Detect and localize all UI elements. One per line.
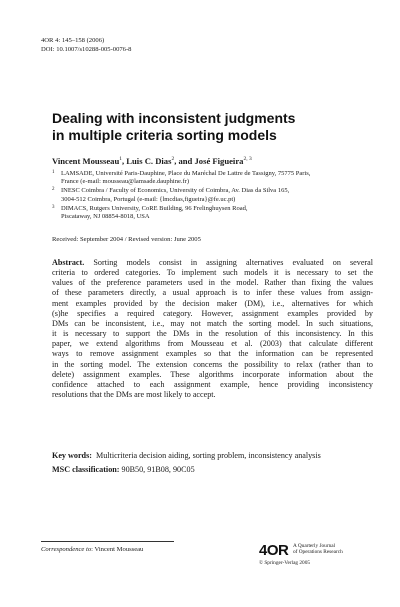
tagline-line-2: of Operations Research — [293, 549, 343, 555]
msc-codes: 90B50, 91B08, 90C05 — [121, 465, 195, 474]
keywords-label: Key words: — [52, 451, 92, 460]
abstract-line: (s)he specifies a required category. However, assignment examples provided by — [52, 308, 373, 318]
abstract-line: paper, we extend algorithms from Mousseau et al. (2003) that calculate different — [52, 339, 373, 349]
author-list — [52, 154, 372, 167]
affiliation-line: France (e-mail: mousseau@lamsade.dauphine.fr) — [61, 178, 189, 186]
publisher-block — [259, 543, 369, 573]
msc-classification — [52, 465, 195, 475]
affiliation-line: Piscataway, NJ 08854-8018, USA — [61, 213, 150, 221]
author-affiliation-mark: 2 — [171, 156, 175, 162]
tagline-line-1: A Quarterly Journal — [293, 543, 336, 549]
affiliation — [52, 187, 382, 203]
abstract-line: delete) assignment examples. These algorithms incorporate information about the — [52, 369, 373, 379]
author-separator: , — [122, 155, 127, 166]
received-dates: Received: September 2004 / Revised version: June 2005 — [52, 236, 201, 243]
author-separator: , and — [174, 155, 195, 166]
abstract — [52, 258, 373, 400]
paper-title — [52, 110, 372, 144]
correspondence-name: : Vincent Mousseau — [91, 546, 144, 553]
journal-logo: 4OR — [259, 542, 289, 559]
author-affiliation-mark: 2, 3 — [243, 156, 252, 162]
abstract-label: Abstract. — [52, 258, 85, 267]
footnote-rule — [41, 541, 174, 542]
affiliation-number: 3 — [52, 204, 55, 210]
copyright: © Springer-Verlag 2005 — [259, 560, 310, 566]
title-line-2: in multiple criteria sorting models — [52, 127, 277, 143]
affiliation-number: 2 — [52, 187, 55, 193]
journal-citation: 4OR 4: 145–158 (2006) — [41, 37, 105, 44]
affiliation-line: 3004-512 Coimbra, Portugal (e-mail: {lmcdias,figueira}@fe.uc.pt) — [61, 195, 236, 203]
affiliation — [52, 205, 382, 221]
abstract-line: resolutions that the DMs are most likely to accept. — [52, 390, 216, 400]
affiliation-number: 1 — [52, 170, 55, 175]
abstract-line: of these parameters directly, a usual approach is to infer these values from assign- — [52, 288, 373, 298]
affiliation-list — [52, 170, 382, 222]
keywords-text: Multicriteria decision aiding, sorting problem, inconsistency analysis — [96, 451, 321, 460]
author-affiliation-mark: 1 — [119, 156, 122, 162]
author-name: Vincent Mousseau — [52, 155, 120, 166]
abstract-line: DMs can be inconsistent, i.e., may not match the sorting model. In such situations, — [52, 318, 373, 328]
affiliation-line: DIMACS, Rutgers University, CoRE Building, 96 Frelinghuysen Road, — [61, 204, 248, 212]
title-line-1: Dealing with inconsistent judgments — [52, 110, 296, 126]
abstract-line: criteria to ordered categories. To implement such models it is necessary to set the — [52, 268, 373, 278]
correspondence-footnote — [41, 546, 143, 554]
doi: DOI: 10.1007/s10288-005-0076-8 — [41, 46, 132, 53]
affiliation-line: INESC Coimbra / Faculty of Economics, University of Coimbra, Av. Dias da Silva 165, — [61, 187, 290, 195]
abstract-line — [52, 258, 373, 268]
correspondence-label: Correspondence to — [41, 546, 92, 553]
msc-label: MSC classification: — [52, 465, 120, 474]
abstract-text: Sorting models consist in assigning alternatives evaluated on several — [93, 258, 373, 267]
keywords — [52, 451, 321, 461]
abstract-line: it is necessary to support the DMs in the resolution of this inconsistency. In this — [52, 329, 373, 339]
author-name: Luis C. Dias — [126, 155, 172, 166]
abstract-line: confidence attached to each assignment example, hence providing inconsistency — [52, 379, 373, 389]
abstract-line: values of the preference parameters used in the model. Rather than fixing the values — [52, 278, 373, 288]
abstract-line: ment examples provided by the decision maker (DM), i.e., alternatives for which — [52, 298, 373, 308]
abstract-line: ways to remove assignment examples so that the information can be represented — [52, 349, 373, 359]
journal-tagline — [293, 543, 343, 555]
affiliation — [52, 170, 382, 186]
author-name: José Figueira — [194, 155, 244, 166]
abstract-line: in the sorting model. The extension concerns the possibility to relax (rather than to — [52, 359, 373, 369]
affiliation-line: LAMSADE, Université Paris-Dauphine, Place du Maréchal De Lattre de Tassigny, 75775 Paris, — [61, 170, 311, 177]
